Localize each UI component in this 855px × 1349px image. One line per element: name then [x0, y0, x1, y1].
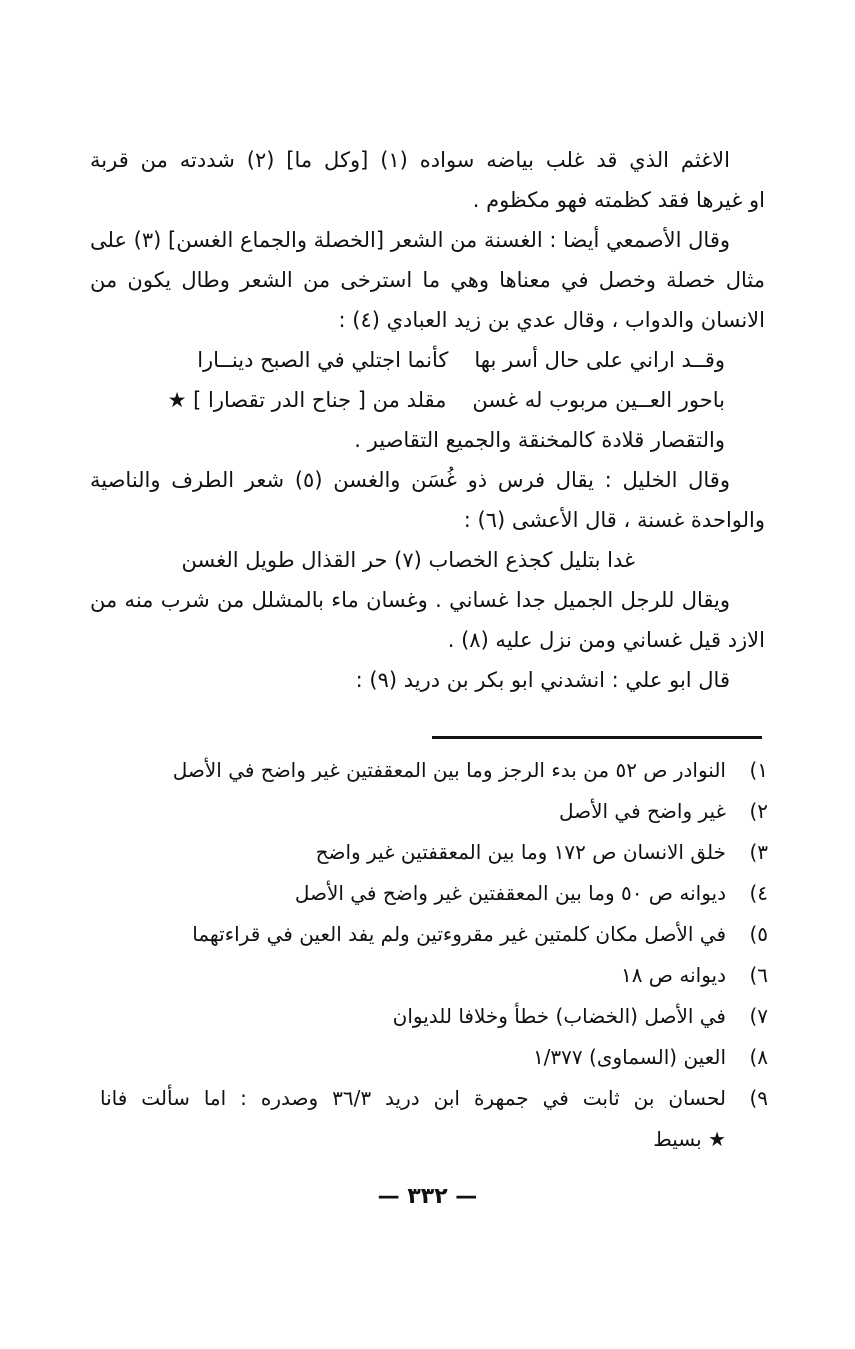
footnote-number: ٩): [749, 1086, 768, 1110]
footnote: [100, 750, 768, 791]
footnote: [100, 996, 768, 1037]
gloss-line: والتقصار قلادة كالمخنقة والجميع التقاصير .: [354, 428, 725, 452]
footnote-number: ٣): [749, 840, 768, 864]
footnote-text: غير واضح في الأصل: [558, 799, 726, 823]
footnote-number: ٤): [749, 881, 768, 905]
footnote-number: ٦): [749, 963, 768, 987]
text-line: الازد قيل غساني ومن نزل عليه (٨) .: [447, 628, 765, 652]
footnote-text: خلق الانسان ص ١٧٢ وما بين المعقفتين غير واضح: [315, 840, 726, 864]
footnote: [100, 832, 768, 873]
verse-line: غدا بتليل كجذع الخصاب (٧) حر القذال طويل الغسن: [181, 548, 635, 572]
main-text: [90, 140, 765, 700]
text-line: قال ابو علي : انشدني ابو بكر بن دريد (٩) :: [355, 668, 730, 692]
footnote: [100, 1078, 768, 1119]
footnote-separator: [432, 736, 762, 739]
verse-first-hemistich: وقــد اراني على حال أسر بها: [474, 348, 725, 372]
footnote-number: ٨): [749, 1045, 768, 1069]
verse-second-hemistich: كأنما اجتلي في الصبح دينــارا: [197, 348, 449, 372]
footnote-number: ٧): [749, 1004, 768, 1028]
verse-line: [90, 380, 765, 420]
text-line: ويقال للرجل الجميل جدا غساني . وغسان ماء بالمشلل من شرب منه من: [90, 588, 730, 612]
footnote-text: النوادر ص ٥٢ من بدء الرجز وما بين المعقفتين غير واضح في الأصل: [172, 758, 726, 782]
footnote-text: لحسان بن ثابت في جمهرة ابن دريد ٣٦/٣ وصدره : اما سألت فانا: [100, 1086, 726, 1110]
footnote-number: ٥): [749, 922, 768, 946]
footnote-number: ٢): [749, 799, 768, 823]
footnotes: [100, 750, 768, 1160]
footnote: [100, 1037, 768, 1078]
verse-first-hemistich: باحور العــين مربوب له غسن: [472, 388, 725, 412]
text-line: الاغثم الذي قد غلب بياضه سواده (١) [وكل ما] (٢) شددته من قربة: [90, 148, 730, 172]
footnote: [100, 873, 768, 914]
footnote-text: في الأصل مكان كلمتين غير مقروءتين ولم يفد العين في قراءتهما: [192, 922, 726, 946]
footnote-continuation: ★ بسيط: [653, 1127, 726, 1151]
footnote-text: ديوانه ص ١٨: [620, 963, 726, 987]
text-line: مثال خصلة وخصل في معناها وهي ما استرخى من الشعر وطال يكون من: [90, 268, 765, 292]
text-line: او غيرها فقد كظمته فهو مكظوم .: [472, 188, 765, 212]
text-line: الانسان والدواب ، وقال عدي بن زيد العبادي (٤) :: [338, 308, 765, 332]
text-line: والواحدة غسنة ، قال الأعشى (٦) :: [463, 508, 765, 532]
verse-second-hemistich: مقلد من [ جناح الدر تقصارا ] ★: [167, 388, 447, 412]
footnote-number: ١): [749, 758, 768, 782]
footnote: [100, 914, 768, 955]
verse-line: [90, 340, 765, 380]
footnote-text: ديوانه ص ٥٠ وما بين المعقفتين غير واضح في الأصل: [294, 881, 726, 905]
footnote-text: العين (السماوى) ١/٣٧٧: [532, 1045, 726, 1069]
footnote-text: في الأصل (الخضاب) خطأ وخلافا للديوان: [392, 1004, 726, 1028]
text-line: وقال الخليل : يقال فرس ذو غُسَن والغسن (٥) شعر الطرف والناصية: [90, 468, 730, 492]
text-line: وقال الأصمعي أيضا : الغسنة من الشعر [الخصلة والجماع الغسن] (٣) على: [90, 228, 730, 252]
footnote: [100, 791, 768, 832]
footnote: [100, 955, 768, 996]
page-number: — ٣٣٢ —: [377, 1184, 478, 1209]
